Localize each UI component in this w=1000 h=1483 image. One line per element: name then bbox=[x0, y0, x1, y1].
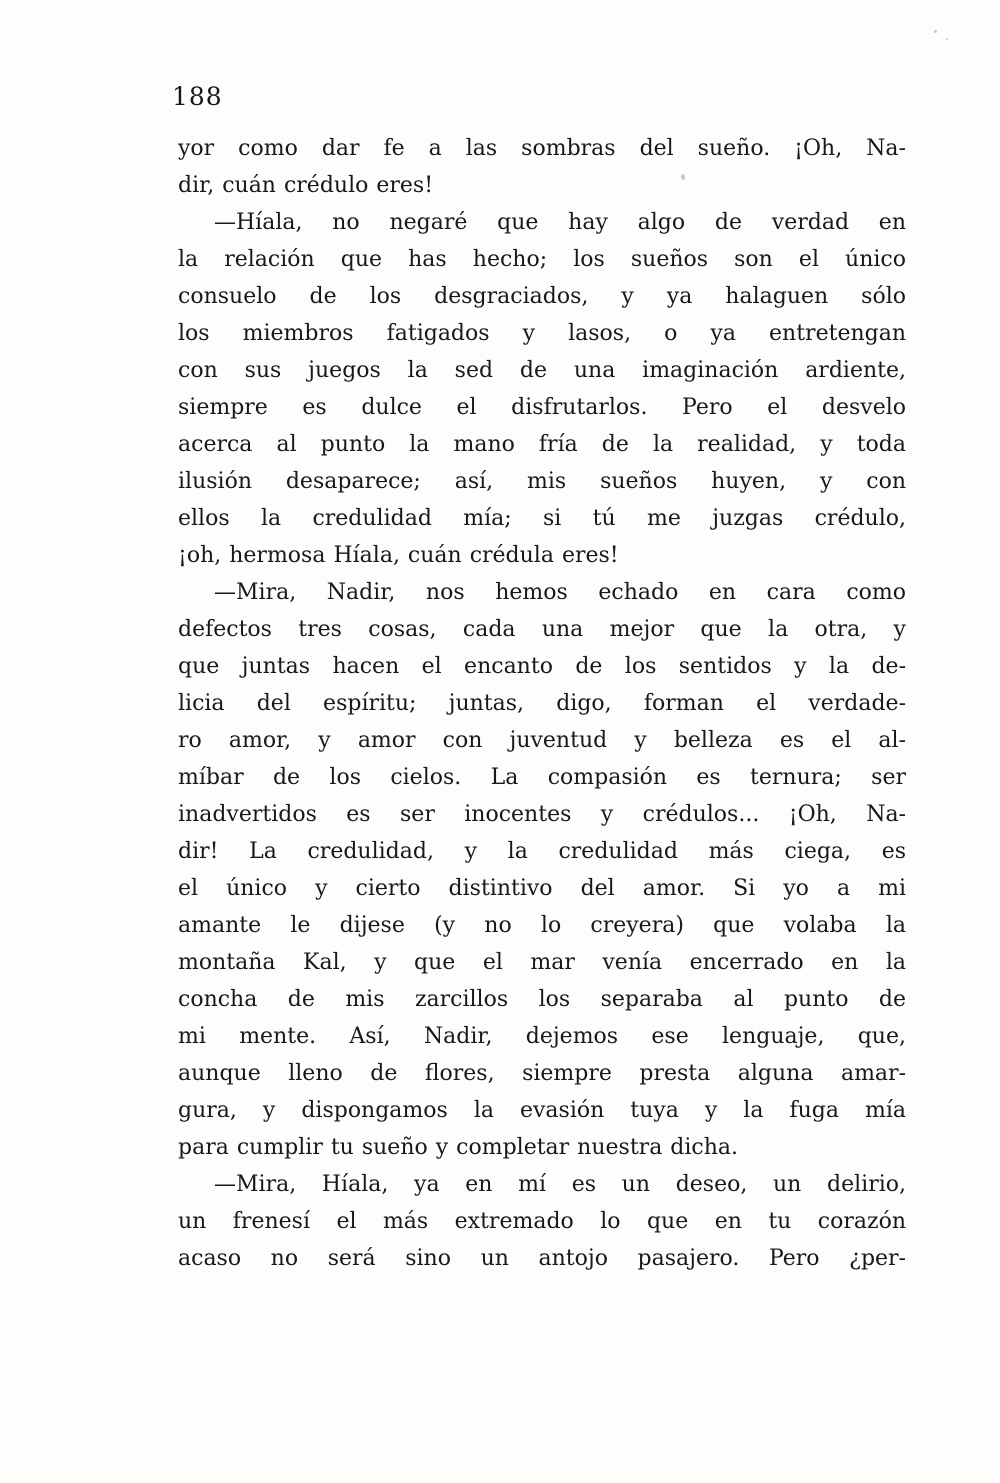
paragraph bbox=[178, 574, 906, 1166]
text-line: el único y cierto distintivo del amor. Si yo a mi bbox=[178, 876, 906, 901]
text-line: los miembros fatigados y lasos, o ya entretengan bbox=[178, 321, 906, 346]
text-line: acerca al punto la mano fría de la realidad, y toda bbox=[178, 432, 906, 457]
text-line: amante le dijese (y no lo creyera) que volaba la bbox=[178, 913, 906, 938]
text-line: para cumplir tu sueño y completar nuestra dicha. bbox=[178, 1135, 739, 1160]
text-line: consuelo de los desgraciados, y ya halaguen sólo bbox=[178, 284, 906, 309]
text-line: —Mira, Nadir, nos hemos echado en cara como bbox=[214, 580, 906, 605]
text-block bbox=[178, 130, 906, 1277]
scan-speck bbox=[946, 38, 948, 40]
text-line: montaña Kal, y que el mar venía encerrado en la bbox=[178, 950, 906, 975]
text-line: aunque lleno de flores, siempre presta alguna amar- bbox=[178, 1061, 906, 1086]
paragraph bbox=[178, 130, 906, 204]
text-line: míbar de los cielos. La compasión es ternura; ser bbox=[178, 765, 906, 790]
scan-speck bbox=[681, 174, 685, 180]
text-line: siempre es dulce el disfrutarlos. Pero el desvelo bbox=[178, 395, 906, 420]
text-line: —Híala, no negaré que hay algo de verdad en bbox=[214, 210, 906, 235]
page-number: 188 bbox=[172, 82, 223, 111]
text-line: mi mente. Así, Nadir, dejemos ese lenguaje, que, bbox=[178, 1024, 906, 1049]
scan-speck bbox=[934, 30, 937, 33]
text-line: licia del espíritu; juntas, digo, forman el verdade- bbox=[178, 691, 906, 716]
paragraph bbox=[178, 1166, 906, 1277]
text-line: que juntas hacen el encanto de los sentidos y la de- bbox=[178, 654, 906, 679]
text-line: acaso no será sino un antojo pasajero. Pero ¿per- bbox=[178, 1246, 906, 1271]
text-line: yor como dar fe a las sombras del sueño. ¡Oh, Na- bbox=[178, 136, 906, 161]
text-line: dir, cuán crédulo eres! bbox=[178, 173, 434, 198]
text-line: defectos tres cosas, cada una mejor que la otra, y bbox=[178, 617, 906, 642]
text-line: ellos la credulidad mía; si tú me juzgas crédulo, bbox=[178, 506, 906, 531]
text-line: ¡oh, hermosa Híala, cuán crédula eres! bbox=[178, 543, 619, 568]
text-line: la relación que has hecho; los sueños son el único bbox=[178, 247, 906, 272]
text-line: —Mira, Híala, ya en mí es un deseo, un delirio, bbox=[214, 1172, 906, 1197]
text-line: inadvertidos es ser inocentes y crédulos... ¡Oh, Na- bbox=[178, 802, 906, 827]
text-line: ilusión desaparece; así, mis sueños huyen, y con bbox=[178, 469, 906, 494]
text-line: concha de mis zarcillos los separaba al punto de bbox=[178, 987, 906, 1012]
text-line: dir! La credulidad, y la credulidad más ciega, es bbox=[178, 839, 906, 864]
text-line: un frenesí el más extremado lo que en tu corazón bbox=[178, 1209, 906, 1234]
text-line: gura, y dispongamos la evasión tuya y la fuga mía bbox=[178, 1098, 906, 1123]
text-line: con sus juegos la sed de una imaginación ardiente, bbox=[178, 358, 906, 383]
paragraph bbox=[178, 204, 906, 574]
text-line: ro amor, y amor con juventud y belleza es el al- bbox=[178, 728, 906, 753]
